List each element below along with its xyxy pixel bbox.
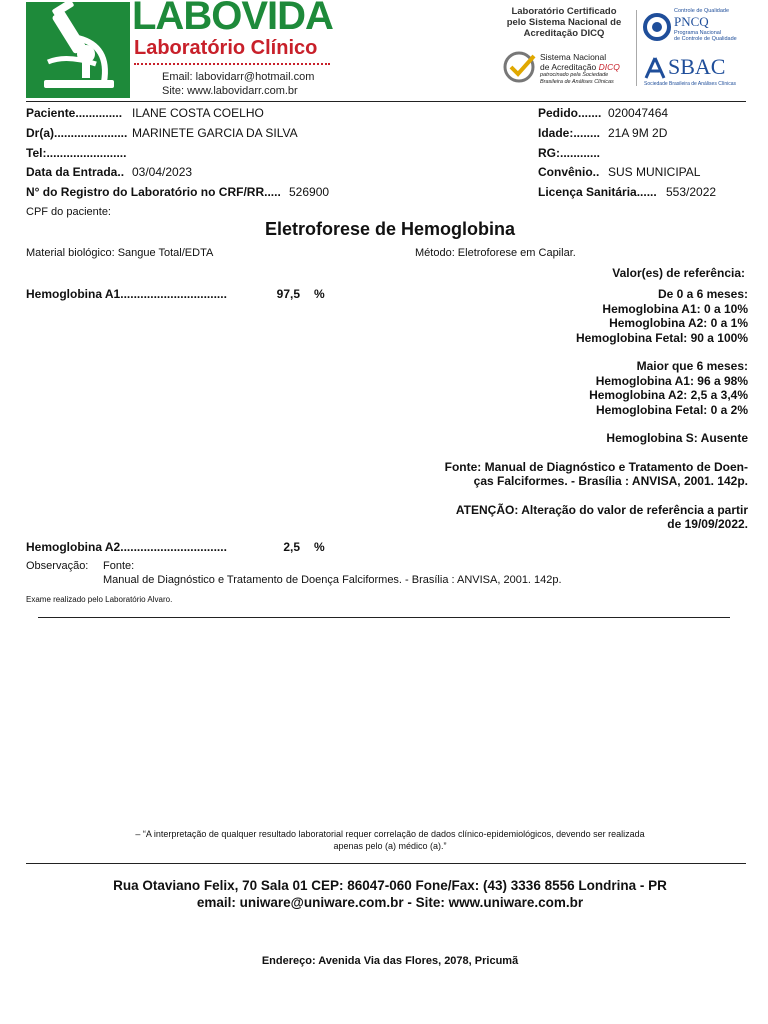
- ref-group2-fetal: Hemoglobina Fetal: 0 a 2%: [595, 402, 748, 417]
- pedido-label: Pedido.......: [538, 106, 602, 120]
- address-line2: email: uniware@uniware.com.br - Site: www.uniware.com.br: [196, 895, 584, 910]
- ref-atencao-2: de 19/09/2022.: [667, 517, 748, 531]
- registro-label: N° do Registro do Laboratório no CRF/RR.....: [26, 185, 281, 199]
- brand-dotted-line: [134, 63, 330, 65]
- check-seal-icon: [502, 50, 538, 84]
- a2-unit: %: [314, 540, 325, 554]
- material-text: Material biológico: Sangue Total/EDTA: [26, 247, 214, 259]
- pncq-icon: [642, 12, 672, 42]
- a2-label: Hemoglobina A2................................: [26, 540, 227, 554]
- idade-value: 21A 9M 2D: [608, 126, 668, 140]
- data-entrada-value: 03/04/2023: [132, 165, 193, 179]
- brand-email: Email: labovidarr@hotmail.com: [162, 71, 315, 83]
- sbac-logo: SBAC Sociedade Brasileira de Análises Clínicas: [644, 54, 736, 87]
- certified-text: Laboratório Certificado pelo Sistema Nacional de Acreditação DICQ: [506, 6, 622, 39]
- convenio-label: Convênio..: [538, 165, 600, 179]
- ref-atencao-1: ATENÇÃO: Alteração do valor de referência a partir: [455, 502, 748, 517]
- dr-value: MARINETE GARCIA DA SILVA: [132, 126, 298, 140]
- ref-title: Valor(es) de referência:: [612, 266, 745, 280]
- footer-rule: [26, 863, 746, 864]
- ref-group1-a1: Hemoglobina A1: 0 a 10%: [602, 301, 748, 316]
- ref-group2-title: Maior que 6 meses:: [636, 359, 748, 373]
- pedido-value: 020047464: [608, 106, 669, 120]
- ref-group1-fetal: Hemoglobina Fetal: 90 a 100%: [575, 330, 748, 345]
- brand-site: Site: www.labovidarr.com.br: [162, 85, 298, 97]
- dr-label: Dr(a)......................: [26, 126, 128, 140]
- licenca-label: Licença Sanitária......: [538, 185, 657, 199]
- data-entrada-label: Data da Entrada..: [26, 165, 125, 179]
- paciente-label: Paciente..............: [26, 106, 123, 120]
- header-rule: [26, 101, 746, 102]
- ref-group2-a1: Hemoglobina A1: 96 a 98%: [595, 373, 748, 388]
- ref-group1-title: De 0 a 6 meses:: [657, 287, 748, 301]
- disclaimer-line2: apenas pelo (a) médico (a).”: [333, 841, 447, 851]
- exam-end-rule: [38, 617, 730, 618]
- ref-hb-s: Hemoglobina S: Ausente: [606, 431, 748, 445]
- metodo-text: Método: Eletroforese em Capilar.: [415, 247, 576, 259]
- reference-ranges: [400, 287, 748, 532]
- footer-address: [0, 877, 768, 911]
- obs-line2: Manual de Diagnóstico e Tratamento de Doença Falciformes. - Brasília : ANVISA, 2001. 142p.: [103, 574, 562, 586]
- idade-label: Idade:........: [538, 126, 601, 140]
- cpf-label: CPF do paciente:: [26, 206, 111, 218]
- brand-name: LABOVIDA: [132, 0, 333, 38]
- a2-value: 2,5: [283, 540, 300, 554]
- ref-fonte-1: Fonte: Manual de Diagnóstico e Tratamento de Doen-: [444, 459, 748, 474]
- a1-value: 97,5: [276, 287, 300, 301]
- microscope-icon: [26, 2, 130, 98]
- obs-label: Observação:: [26, 560, 89, 572]
- ref-group2-a2: Hemoglobina A2: 2,5 a 3,4%: [589, 388, 748, 402]
- lab-logo: [26, 2, 130, 98]
- a1-label: Hemoglobina A1................................: [26, 287, 227, 301]
- realizado-text: Exame realizado pelo Laboratório Alvaro.: [26, 595, 173, 604]
- disclaimer: [0, 828, 768, 852]
- sbac-icon: [644, 56, 666, 80]
- exam-title: Eletroforese de Hemoglobina: [264, 219, 516, 239]
- paciente-value: ILANE COSTA COELHO: [132, 106, 264, 120]
- licenca-value: 553/2022: [666, 185, 717, 199]
- obs-line1: Fonte:: [103, 560, 135, 572]
- convenio-value: SUS MUNICIPAL: [608, 165, 701, 179]
- disclaimer-line1: – “A interpretação de qualquer resultado laboratorial requer correlação de dados clínico-epidemiológicos, devendo ser realizada: [135, 829, 645, 839]
- pncq-logo: Controle de Qualidade PNCQ Programa Nacional de Controle de Qualidade: [642, 8, 752, 50]
- endereco-text: Endereço: Avenida Via das Flores, 2078, Pricumã: [261, 955, 519, 967]
- ref-group1-a2: Hemoglobina A2: 0 a 1%: [609, 316, 748, 330]
- rg-label: RG:............: [538, 146, 601, 160]
- header-divider: [636, 10, 637, 86]
- brand-subtitle: Laboratório Clínico: [134, 37, 318, 59]
- a1-unit: %: [314, 287, 325, 301]
- ref-fonte-2: ças Falciformes. - Brasília : ANVISA, 2001. 142p.: [473, 474, 748, 488]
- registro-value: 526900: [289, 185, 330, 199]
- tel-label: Tel:........................: [26, 146, 127, 160]
- dicq-logo: Sistema Nacional de Acreditação DICQ patrocinado pela Sociedade Brasileira de Análises Clínicas: [502, 50, 632, 94]
- address-line1: Rua Otaviano Felix, 70 Sala 01 CEP: 86047-060 Fone/Fax: (43) 3336 8556 Londrina - PR: [113, 878, 667, 893]
